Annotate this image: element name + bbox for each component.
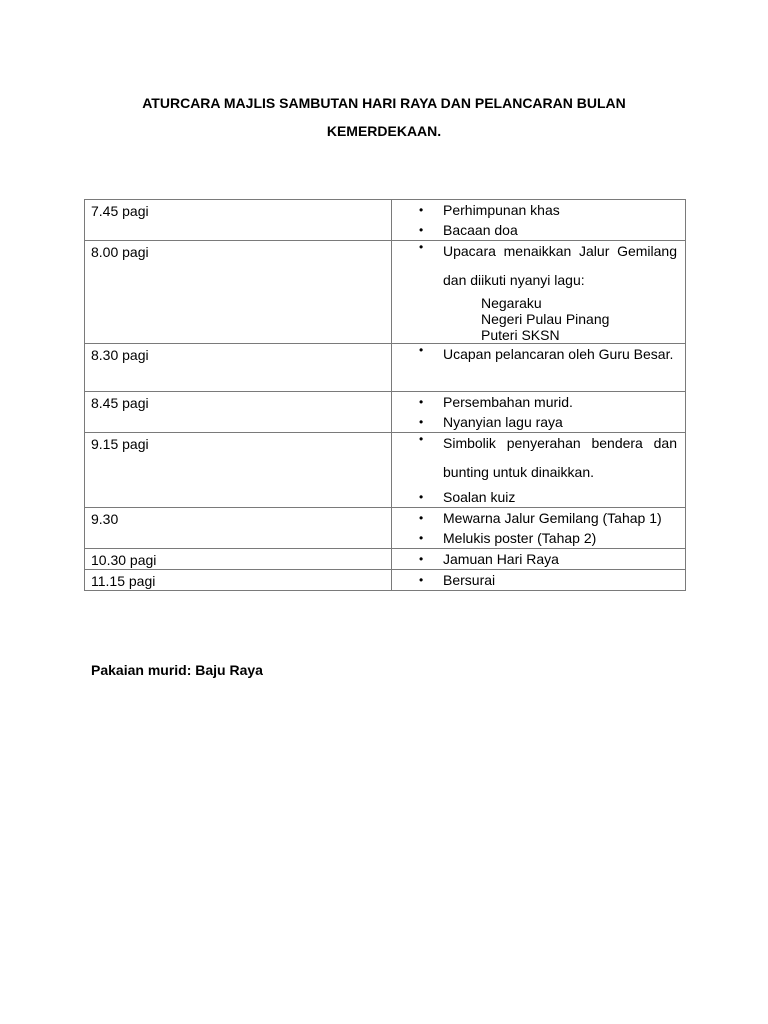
list-item: • Perhimpunan khas xyxy=(419,202,560,218)
song-name: Negeri Pulau Pinang xyxy=(481,311,610,327)
bullet-icon: • xyxy=(419,395,424,409)
list-item: • Ucapan pelancaran oleh Guru Besar. xyxy=(392,340,677,369)
list-item: • Bacaan doa xyxy=(419,222,518,238)
activity-cell xyxy=(392,549,686,570)
bullet-icon: • xyxy=(419,511,424,525)
bullet-icon: • xyxy=(419,240,424,254)
table-row xyxy=(85,508,686,549)
time-cell: 9.30 xyxy=(85,508,392,549)
document-title xyxy=(0,89,768,145)
bullet-icon: • xyxy=(419,552,424,566)
bullet-icon: • xyxy=(419,432,424,446)
time-cell: 8.00 pagi xyxy=(85,241,392,344)
title-line-1: ATURCARA MAJLIS SAMBUTAN HARI RAYA DAN PELANCARAN BULAN xyxy=(142,95,626,111)
table-row xyxy=(85,241,686,344)
activity-cell xyxy=(392,392,686,433)
bullet-icon: • xyxy=(419,223,424,237)
bullet-icon: • xyxy=(419,343,424,357)
schedule-table xyxy=(84,199,686,591)
bullet-icon: • xyxy=(419,573,424,587)
table-row xyxy=(85,570,686,591)
table-row xyxy=(85,200,686,241)
list-item: • Jamuan Hari Raya xyxy=(419,551,559,567)
activity-cell xyxy=(392,344,686,392)
list-item: • Melukis poster (Tahap 2) xyxy=(419,530,597,546)
time-cell: 8.45 pagi xyxy=(85,392,392,433)
table-row xyxy=(85,433,686,508)
list-item: • Persembahan murid. xyxy=(419,394,573,410)
activity-cell xyxy=(392,433,686,508)
bullet-icon: • xyxy=(419,490,424,504)
activity-cell xyxy=(392,508,686,549)
list-item: • Bersurai xyxy=(419,572,496,588)
time-cell: 10.30 pagi xyxy=(85,549,392,570)
time-cell: 7.45 pagi xyxy=(85,200,392,241)
activity-cell xyxy=(392,570,686,591)
activity-cell xyxy=(392,200,686,241)
bullet-icon: • xyxy=(419,415,424,429)
list-item: • Soalan kuiz xyxy=(419,489,516,505)
table-row xyxy=(85,549,686,570)
time-cell: 9.15 pagi xyxy=(85,433,392,508)
time-cell: 8.30 pagi xyxy=(85,344,392,392)
bullet-icon: • xyxy=(419,531,424,545)
list-item: • Simbolik penyerahan bendera dan bunting untuk dinaikkan. xyxy=(392,429,677,487)
activity-cell xyxy=(392,241,686,344)
list-item: • Upacara menaikkan Jalur Gemilang dan diikuti nyanyi lagu: xyxy=(392,237,677,295)
table-row xyxy=(85,344,686,392)
song-name: Puteri SKSN xyxy=(481,327,560,343)
title-line-2: KEMERDEKAAN. xyxy=(326,123,442,139)
dress-code-note: Pakaian murid: Baju Raya xyxy=(91,662,263,678)
time-cell: 11.15 pagi xyxy=(85,570,392,591)
bullet-icon: • xyxy=(419,203,424,217)
table-row xyxy=(85,392,686,433)
list-item: • Nyanyian lagu raya xyxy=(419,414,563,430)
list-item: • Mewarna Jalur Gemilang (Tahap 1) xyxy=(419,510,662,526)
song-name: Negaraku xyxy=(481,295,542,311)
